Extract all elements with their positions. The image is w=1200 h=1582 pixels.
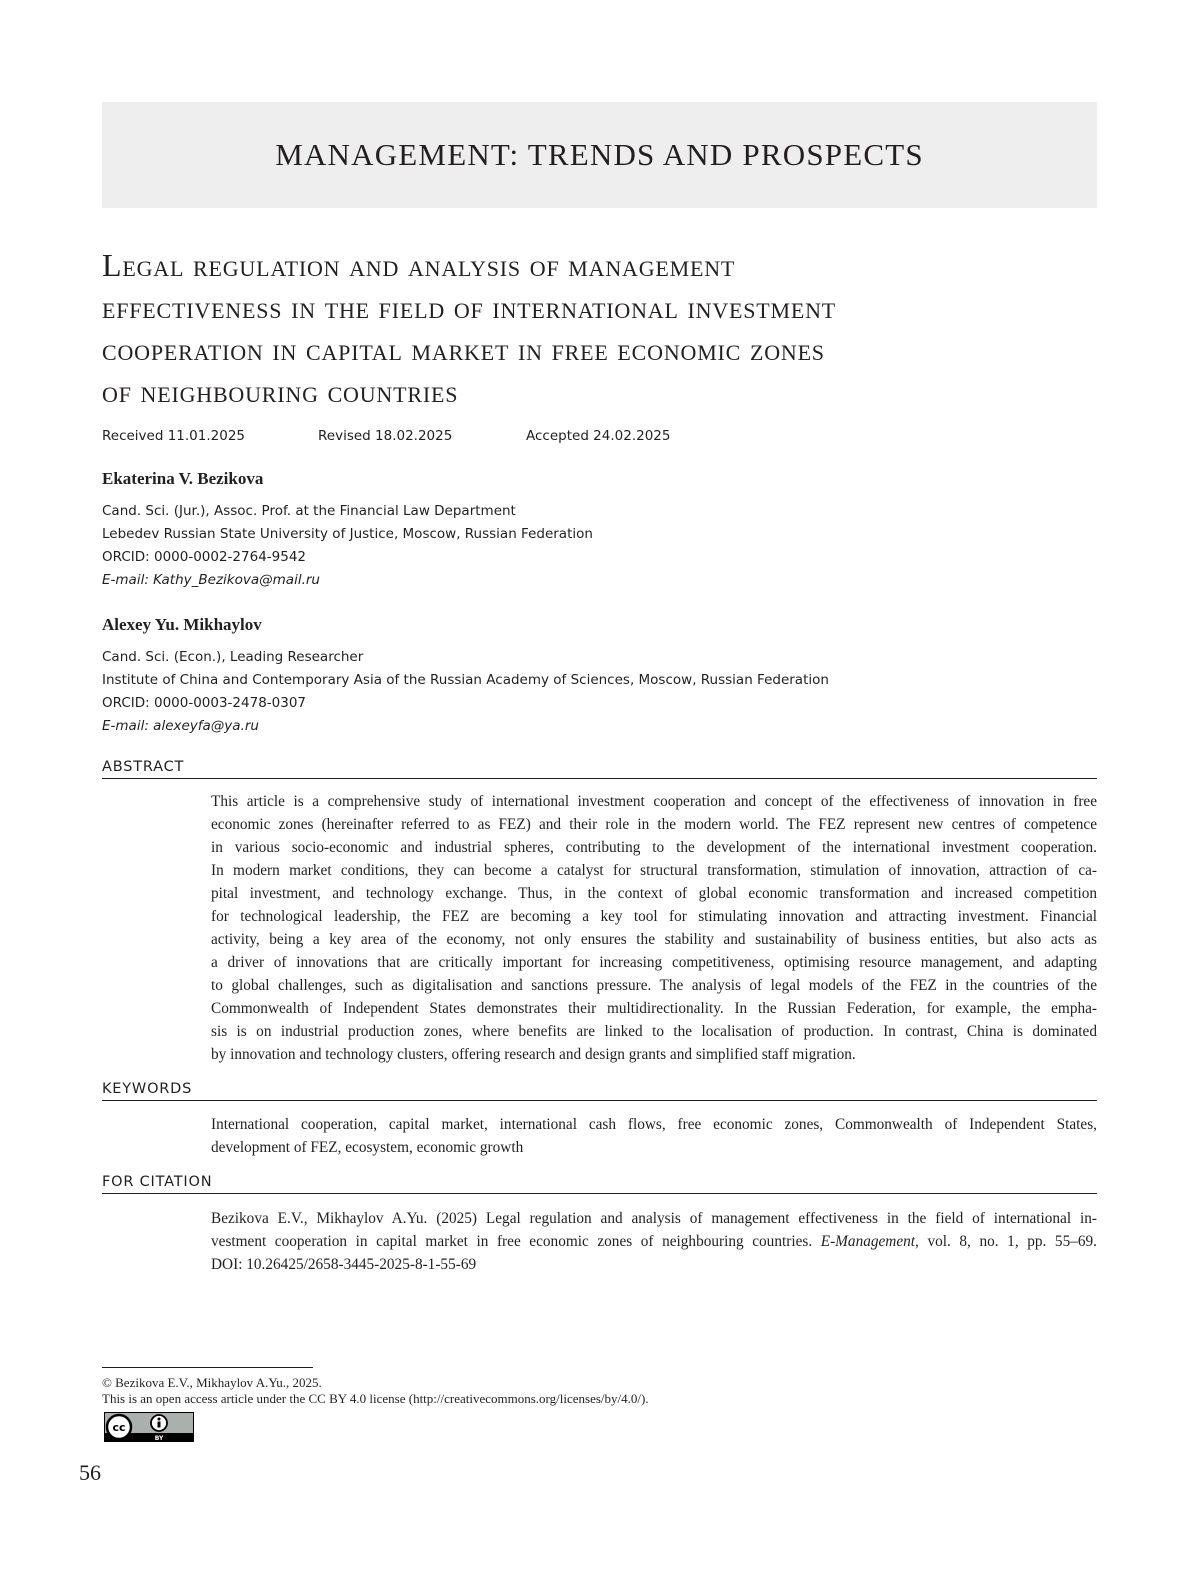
abstract-line: activity, being a key area of the economy, not only ensures the stability and sustainability of business entities, but also acts as <box>211 928 1097 951</box>
section-header: MANAGEMENT: TRENDS AND PROSPECTS <box>275 137 924 173</box>
citation-text-part: vestment cooperation in capital market in free economic zones of neighbouring countries. <box>211 1233 821 1250</box>
author-institution: Lebedev Russian State University of Justice, Moscow, Russian Federation <box>102 523 593 546</box>
abstract-line: in various socio-economic and industrial spheres, contributing to the development of the international investment cooperation. <box>211 836 1097 859</box>
abstract-line: This article is a comprehensive study of international investment cooperation and concept of the effectiveness of innovation in free <box>211 790 1097 813</box>
citation-line <box>211 1230 1097 1253</box>
keywords-line: development of FEZ, ecosystem, economic growth <box>211 1136 1097 1159</box>
copyright-notice: © Bezikova E.V., Mikhaylov A.Yu., 2025. <box>102 1375 649 1391</box>
author-institution: Institute of China and Contemporary Asia of the Russian Academy of Sciences, Moscow, Russian Federation <box>102 669 829 692</box>
abstract-heading: ABSTRACT <box>102 758 1097 779</box>
citation-heading: FOR CITATION <box>102 1173 1097 1194</box>
abstract-line: by innovation and technology clusters, offering research and design grants and simplified staff migration. <box>211 1043 1097 1066</box>
author-orcid: ORCID: 0000-0002-2764-9542 <box>102 546 593 569</box>
citation-doi[interactable]: DOI: 10.26425/2658-3445-2025-8-1-55-69 <box>211 1253 1097 1276</box>
abstract-line: for technological leadership, the FEZ are becoming a key tool for stimulating innovation and attracting investment. Financial <box>211 905 1097 928</box>
cc-by-license-badge[interactable] <box>104 1412 194 1442</box>
title-line: cooperation in capital market in free economic zones <box>102 328 1102 370</box>
footnote <box>102 1375 649 1407</box>
abstract-line: a driver of innovations that are critically important for increasing competitiveness, optimising resource management, and adapting <box>211 951 1097 974</box>
author-affiliation <box>102 500 593 592</box>
revised-date: Revised 18.02.2025 <box>318 428 452 444</box>
abstract-line: pital investment, and technology exchange. Thus, in the context of global economic transformation and increased competition <box>211 882 1097 905</box>
keywords-heading: KEYWORDS <box>102 1080 1097 1101</box>
author-affiliation <box>102 646 829 738</box>
author-name: Alexey Yu. Mikhaylov <box>102 615 262 635</box>
author-position: Cand. Sci. (Jur.), Assoc. Prof. at the Financial Law Department <box>102 500 593 523</box>
abstract-line: sis is on industrial production zones, where benefits are linked to the localisation of production. In contrast, China is dominated <box>211 1020 1097 1043</box>
author-email[interactable]: E-mail: alexeyfa@ya.ru <box>102 715 829 738</box>
received-date: Received 11.01.2025 <box>102 428 245 444</box>
cc-by-icon <box>105 1413 193 1441</box>
cc-badge-text: cc <box>112 1421 125 1434</box>
citation-text-part: , vol. 8, no. 1, pp. 55–69. <box>915 1233 1097 1250</box>
article-title <box>102 244 1102 412</box>
abstract-line: economic zones (hereinafter referred to as FEZ) and their role in the modern world. The FEZ represent new centres of competence <box>211 813 1097 836</box>
abstract-text <box>211 790 1097 1066</box>
section-header-band <box>102 102 1097 208</box>
title-line: of neighbouring countries <box>102 370 1102 412</box>
abstract-line: to global challenges, such as digitalisation and sanctions pressure. The analysis of legal models of the FEZ in the countries of the <box>211 974 1097 997</box>
accepted-date: Accepted 24.02.2025 <box>526 428 670 444</box>
author-name: Ekaterina V. Bezikova <box>102 469 263 489</box>
author-email[interactable]: E-mail: Kathy_Bezikova@mail.ru <box>102 569 593 592</box>
abstract-line: In modern market conditions, they can become a catalyst for structural transformation, stimulation of innovation, attraction of ca- <box>211 859 1097 882</box>
license-notice[interactable]: This is an open access article under the CC BY 4.0 license (http://creativecommons.org/licenses/by/4.0/). <box>102 1391 649 1407</box>
keywords-text <box>211 1113 1097 1159</box>
citation-text <box>211 1207 1097 1276</box>
footnote-divider <box>102 1367 313 1368</box>
page-number: 56 <box>79 1460 101 1486</box>
by-badge-text: BY <box>155 1435 164 1441</box>
abstract-line: Commonwealth of Independent States demonstrates their multidirectionality. In the Russian Federation, for example, the empha- <box>211 997 1097 1020</box>
journal-name: E-Management <box>821 1233 915 1250</box>
title-line: effectiveness in the field of international investment <box>102 286 1102 328</box>
citation-line: Bezikova E.V., Mikhaylov A.Yu. (2025) Legal regulation and analysis of management effectiveness in the field of international in- <box>211 1207 1097 1230</box>
keywords-line: International cooperation, capital market, international cash flows, free economic zones, Commonwealth of Independent States, <box>211 1113 1097 1136</box>
title-line: Legal regulation and analysis of management <box>102 244 1102 286</box>
author-position: Cand. Sci. (Econ.), Leading Researcher <box>102 646 829 669</box>
author-orcid: ORCID: 0000-0003-2478-0307 <box>102 692 829 715</box>
